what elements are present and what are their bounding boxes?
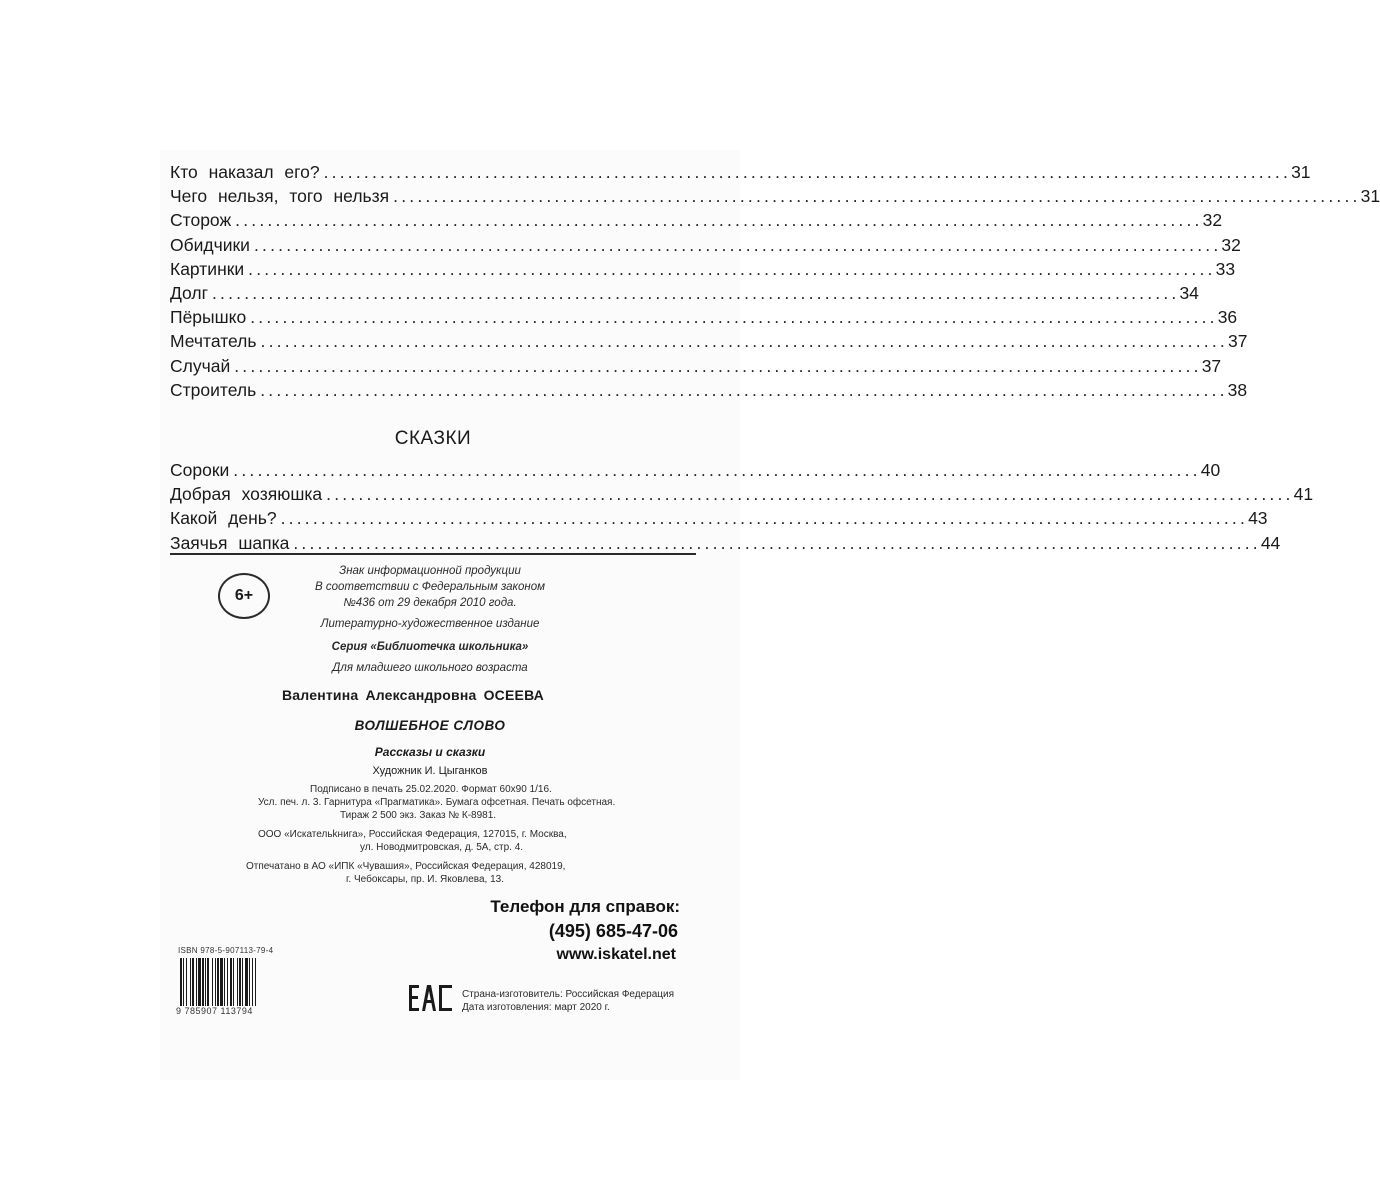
barcode-bar — [196, 958, 197, 1006]
age-rating-badge: 6+ — [218, 573, 270, 619]
printer-line: Отпечатано в АО «ИПК «Чувашия», Российская Федерация, 428019, — [246, 861, 566, 872]
toc-title: Пёрышко — [170, 307, 247, 328]
barcode-bar — [224, 958, 225, 1006]
isbn: ISBN 978-5-907113-79-4 — [178, 946, 274, 955]
toc-leader-dots: ........................................................................................................................ — [280, 508, 1249, 529]
country-of-origin: Страна-изготовитель: Российская Федерация — [462, 989, 675, 1000]
toc-page-number: 37 — [1227, 331, 1248, 352]
toc-title: Кто наказал его? — [170, 162, 320, 182]
barcode-bar — [180, 958, 182, 1006]
toc-title: Заячья шапка — [170, 532, 290, 553]
toc-title: Сороки — [170, 460, 230, 480]
info-notice-line: В соответствии с Федеральным законом — [315, 581, 545, 593]
table-of-contents — [170, 160, 1380, 402]
toc-title: Мечтатель — [170, 331, 257, 352]
toc-page-number: 40 — [1200, 460, 1221, 480]
info-notice-line: №436 от 29 декабря 2010 года. — [343, 597, 517, 609]
toc-title: Строитель — [170, 379, 257, 400]
toc-row — [170, 329, 1248, 353]
toc-page-number: 44 — [1260, 532, 1281, 553]
toc-leader-dots: ........................................................................................................................ — [393, 186, 1361, 207]
toc-row — [170, 482, 1314, 506]
contact-block — [430, 895, 680, 967]
toc-leader-dots: ........................................................................................................................ — [248, 258, 1216, 279]
toc-row — [170, 378, 1248, 402]
toc-row — [170, 208, 1223, 232]
barcode-bar — [186, 958, 187, 1006]
toc-title: Обидчики — [170, 234, 250, 255]
barcode-bar — [233, 958, 234, 1006]
toc-page-number: 34 — [1179, 282, 1199, 303]
barcode-bar — [252, 958, 253, 1006]
barcode-bar — [230, 958, 232, 1006]
toc-title: Долг — [170, 282, 208, 303]
barcode-bar — [245, 958, 248, 1006]
toc-leader-dots: ........................................................................................................................ — [260, 379, 1228, 400]
publisher-line: ООО «Искательkнига», Российская Федерация, 127015, г. Москва, — [258, 829, 567, 840]
toc-leader-dots: ........................................................................................................................ — [326, 484, 1294, 505]
barcode-bar — [198, 958, 201, 1006]
barcode-bar — [215, 958, 216, 1006]
toc-page-number: 32 — [1221, 234, 1241, 255]
toc-title: Какой день? — [170, 508, 277, 529]
toc-leader-dots: ........................................................................................................................ — [293, 532, 1261, 553]
edition-type: Литературно-художественное издание — [320, 618, 540, 630]
toc-leader-dots: ........................................................................................................................ — [260, 331, 1228, 352]
toc-page-number: 43 — [1248, 508, 1268, 529]
toc-page-number: 32 — [1202, 210, 1223, 231]
barcode-bar — [205, 958, 206, 1006]
book-subtitle: Рассказы и сказки — [374, 745, 486, 759]
barcode-bar — [207, 958, 209, 1006]
toc-leader-dots: ........................................................................................................................ — [235, 210, 1203, 231]
print-info-line: Усл. печ. л. 3. Гарнитура «Прагматика». Бумага офсетная. Печать офсетная. — [258, 797, 616, 808]
toc-page-number: 41 — [1293, 484, 1314, 505]
barcode-bar — [192, 958, 194, 1006]
barcode-bar — [183, 958, 184, 1006]
toc-row — [170, 160, 1311, 184]
divider-line — [170, 553, 696, 555]
website-link[interactable]: www.iskatel.net — [556, 946, 676, 963]
illustrator: Художник И. Цыганков — [372, 765, 488, 777]
audience: Для младшего школьного возраста — [332, 662, 528, 674]
toc-page-number: 36 — [1217, 307, 1238, 328]
barcode-icon — [178, 958, 290, 1006]
toc-row — [170, 506, 1268, 530]
toc-row — [170, 305, 1238, 329]
toc-title: Добрая хозяюшка — [170, 484, 323, 505]
barcode-number: 9 785907 113794 — [176, 1006, 253, 1016]
eac-mark-icon — [408, 983, 454, 1013]
toc-row — [170, 354, 1222, 378]
section-heading: СКАЗКИ — [394, 428, 472, 449]
print-info-line: Тираж 2 500 экз. Заказ № К-8981. — [340, 810, 497, 821]
toc-title: Чего нельзя, того нельзя — [170, 186, 390, 207]
toc-title: Случай — [170, 355, 231, 376]
info-notice-line: Знак информационной продукции — [339, 565, 521, 577]
toc-leader-dots: ........................................................................................................................ — [250, 307, 1218, 328]
barcode-bar — [249, 958, 250, 1006]
barcode-bar — [239, 958, 241, 1006]
toc-leader-dots: ........................................................................................................................ — [212, 282, 1180, 303]
toc-page-number: 38 — [1227, 379, 1248, 400]
info-notice — [290, 563, 570, 611]
barcode-bar — [212, 958, 213, 1006]
printer-line: г. Чебоксары, пр. И. Яковлева, 13. — [346, 874, 504, 885]
toc-title: Картинки — [170, 258, 245, 279]
toc-page-number: 31 — [1360, 186, 1380, 207]
table-of-contents-fairy-tales — [170, 458, 1314, 555]
barcode-bar — [220, 958, 223, 1006]
manufacture-date: Дата изготовления: март 2020 г. — [462, 1002, 610, 1013]
print-info-line: Подписано в печать 25.02.2020. Формат 60х90 1/16. — [310, 784, 552, 795]
barcode-bar — [217, 958, 219, 1006]
book-title: ВОЛШЕБНОЕ СЛОВО — [354, 718, 506, 733]
barcode-bar — [237, 958, 238, 1006]
barcode-bar — [242, 958, 243, 1006]
toc-row — [170, 184, 1380, 208]
toc-page-number: 31 — [1291, 162, 1311, 182]
toc-page-number: 33 — [1215, 258, 1236, 279]
barcode-bar — [202, 958, 204, 1006]
toc-row — [170, 281, 1199, 305]
toc-leader-dots: ........................................................................................................................ — [253, 234, 1222, 255]
toc-leader-dots: ........................................................................................................................ — [323, 162, 1292, 182]
publisher-line: ул. Новодмитровская, д. 5А, стр. 4. — [360, 842, 524, 853]
barcode-bar — [227, 958, 228, 1006]
toc-row — [170, 458, 1221, 482]
phone-number: (495) 685-47-06 — [548, 921, 678, 941]
toc-row — [170, 257, 1236, 281]
barcode-bar — [255, 958, 256, 1006]
author-name: Валентина Александровна ОСЕЕВА — [282, 687, 544, 703]
toc-leader-dots: ........................................................................................................................ — [234, 355, 1202, 376]
toc-title: Сторож — [170, 210, 232, 231]
toc-page-number: 37 — [1201, 355, 1222, 376]
toc-leader-dots: ........................................................................................................................ — [233, 460, 1201, 480]
series-name: Серия «Библиотечка школьника» — [331, 641, 529, 653]
toc-row — [170, 233, 1241, 257]
barcode-bar — [190, 958, 191, 1006]
toc-row — [170, 531, 1281, 555]
phone-label: Телефон для справок: — [490, 897, 680, 916]
